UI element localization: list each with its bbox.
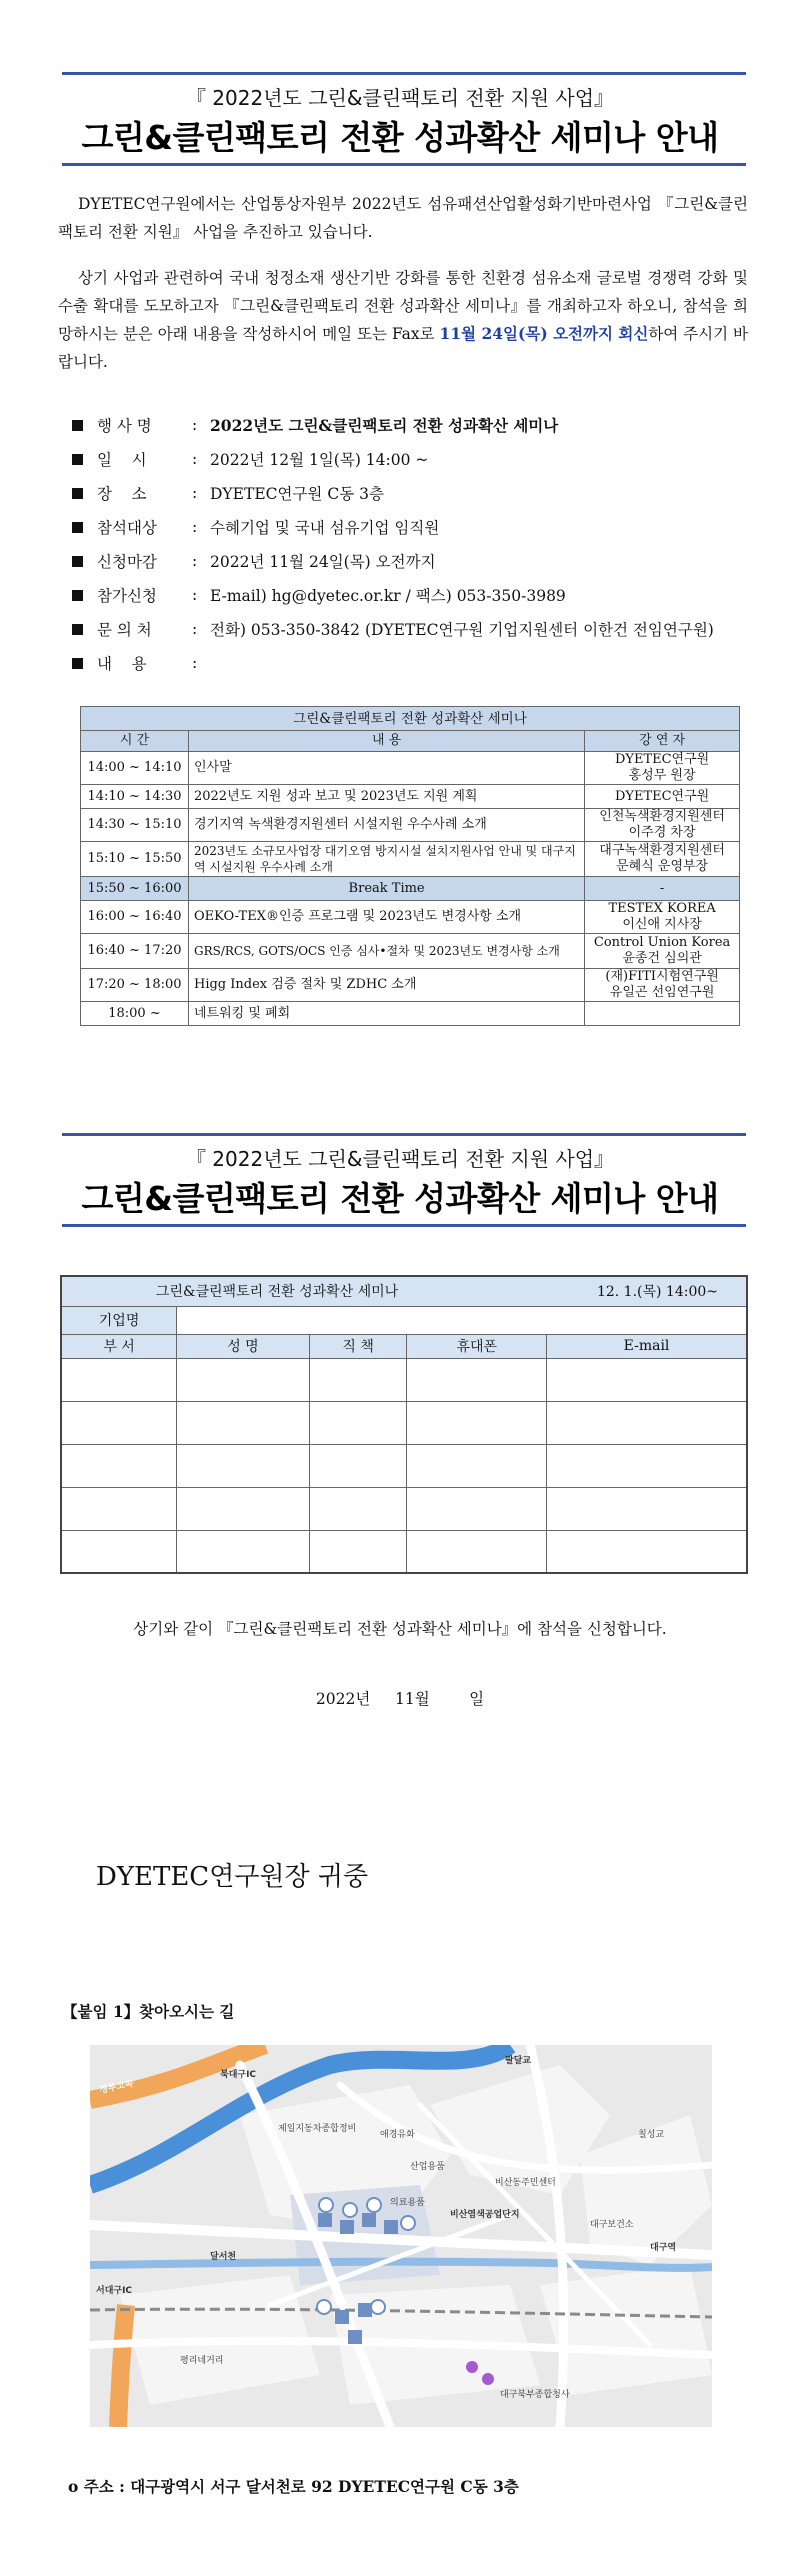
speaker-cell: 대구녹색환경지원센터 문혜식 운영부장	[585, 842, 740, 877]
form-date: 12. 1.(목) 14:00~	[596, 1284, 718, 1301]
map-label: 팔달교	[505, 2056, 532, 2066]
map-label: 제일지동차종합정비	[278, 2124, 357, 2134]
map-label: 경부고속	[98, 2078, 135, 2096]
position-field[interactable]	[309, 1444, 407, 1487]
body-text-before: 상기 사업과 관련하여 국내 청정소재 생산기반 강화를 통한 친환경 섬유소재 글로벌 경쟁력 강화 및 수출 확대를 도모하고자 『그린&클린팩토리 전환 성과확산 세미나』를 개최하고자 하오니, 참석을 희망하시는 분은 아래 내용을 작성하시어 메일 또는 Fax로	[58, 269, 748, 343]
name-field[interactable]	[177, 1487, 310, 1530]
location-pin-icon	[482, 2373, 494, 2385]
content-cell: 네트워킹 및 폐회	[188, 1002, 584, 1026]
company-row	[61, 1306, 747, 1334]
form-title: 그린&클린팩토리 전환 성과확산 세미나	[156, 1284, 399, 1301]
email-field[interactable]	[547, 1487, 747, 1530]
seminar-schedule-table	[80, 706, 740, 1026]
map-label: 북대구IC	[220, 2070, 257, 2080]
info-label: 문 의 처	[97, 621, 152, 639]
col-header-email: E-mail	[547, 1334, 747, 1358]
info-row-audience: 참석대상 : 수혜기업 및 국내 섬유기업 임직원	[72, 510, 752, 544]
bullet-square-icon	[72, 624, 83, 635]
speaker-cell: (재)FITI시험연구원 유일곤 선임연구원	[585, 969, 740, 1002]
info-value: 전화) 053-350-3842 (DYETEC연구원 기업지원센터 이한건 전임연구원)	[210, 621, 714, 639]
time-cell: 17:20 ~ 18:00	[81, 969, 189, 1002]
info-label: 행 사 명	[97, 417, 152, 435]
table-row	[81, 901, 740, 934]
application-form-table	[60, 1275, 748, 1574]
content-cell: GRS/RCS, GOTS/OCS 인증 심사•절차 및 2023년도 변경사항 소개	[188, 934, 584, 969]
company-name-field[interactable]	[177, 1306, 747, 1334]
col-header-time: 시 간	[81, 731, 189, 752]
map-label: 대구역	[650, 2243, 677, 2253]
info-row-event-name: 행 사 명 : 2022년도 그린&클린팩토리 전환 성과확산 세미나	[72, 408, 752, 442]
info-value: 2022년 12월 1일(목) 14:00 ~	[210, 451, 429, 469]
speaker-cell: DYETEC연구원	[585, 785, 740, 809]
company-label: 기업명	[61, 1306, 177, 1334]
table-row	[61, 1530, 747, 1573]
info-row-registration: 참가신청 : E-mail) hg@dyetec.or.kr / 팩스) 053-350-3989	[72, 578, 752, 612]
info-row-content: 내 용 :	[72, 646, 752, 680]
speaker-cell: -	[585, 877, 740, 901]
table-row	[61, 1444, 747, 1487]
form-header-row	[61, 1276, 747, 1306]
map-label: 대구보건소	[590, 2220, 634, 2230]
map-label: 평리네거리	[180, 2356, 224, 2366]
map-label: 비산염색공업단지	[450, 2210, 520, 2220]
attachment-heading: 【붙임 1】찾아오시는 길	[62, 2002, 235, 2021]
bullet-square-icon	[72, 556, 83, 567]
mobile-field[interactable]	[407, 1444, 547, 1487]
body-paragraph	[58, 264, 748, 376]
title-rule-2	[62, 1224, 746, 1227]
position-field[interactable]	[309, 1358, 407, 1401]
department-field[interactable]	[61, 1487, 177, 1530]
map-label: 칠성교	[638, 2130, 665, 2140]
name-field[interactable]	[177, 1358, 310, 1401]
col-header-name: 성 명	[177, 1334, 310, 1358]
email-field[interactable]	[547, 1530, 747, 1573]
bullet-square-icon	[72, 590, 83, 601]
department-field[interactable]	[61, 1358, 177, 1401]
deadline-highlight: 11월 24일(목) 오전까지 회신	[439, 324, 649, 343]
name-field[interactable]	[177, 1444, 310, 1487]
location-pin-icon	[466, 2361, 478, 2373]
form-column-header-row	[61, 1334, 747, 1358]
info-row-contact: 문 의 처 : 전화) 053-350-3842 (DYETEC연구원 기업지원센터 이한건 전임연구원)	[72, 612, 752, 646]
bullet-square-icon	[72, 522, 83, 533]
mobile-field[interactable]	[407, 1401, 547, 1444]
map-label: 달서천	[210, 2252, 237, 2262]
body-text-after: 하여 주시기 바랍니다.	[58, 325, 749, 371]
info-label: 장 소	[97, 485, 147, 503]
schedule-caption: 그린&클린팩토리 전환 성과확산 세미나	[81, 707, 740, 731]
time-cell: 16:40 ~ 17:20	[81, 934, 189, 969]
schedule-caption-row	[81, 707, 740, 731]
expressway-left	[118, 2305, 126, 2427]
program-subtitle: 『 2022년도 그린&클린팩토리 전환 지원 사업』	[185, 86, 615, 110]
table-row	[81, 934, 740, 969]
content-cell: Break Time	[188, 877, 584, 901]
col-header-speaker: 강 연 자	[585, 731, 740, 752]
content-cell: Higg Index 검증 절차 및 ZDHC 소개	[188, 969, 584, 1002]
table-row	[81, 842, 740, 877]
time-cell: 15:10 ~ 15:50	[81, 842, 189, 877]
speaker-cell	[585, 1002, 740, 1026]
table-row	[61, 1487, 747, 1530]
info-value: E-mail) hg@dyetec.or.kr / 팩스) 053-350-3989	[210, 587, 566, 605]
mobile-field[interactable]	[407, 1487, 547, 1530]
name-field[interactable]	[177, 1530, 310, 1573]
table-row	[61, 1358, 747, 1401]
email-field[interactable]	[547, 1358, 747, 1401]
page-title-2: 그린&클린팩토리 전환 성과확산 세미나 안내	[81, 1179, 719, 1218]
title-rule	[62, 163, 746, 166]
col-header-mobile: 휴대폰	[407, 1334, 547, 1358]
info-row-deadline: 신청마감 : 2022년 11월 24일(목) 오전까지	[72, 544, 752, 578]
position-field[interactable]	[309, 1487, 407, 1530]
map-label: 서대구IC	[96, 2286, 133, 2296]
info-label: 내 용	[97, 655, 147, 673]
info-value: 2022년 11월 24일(목) 오전까지	[210, 553, 436, 571]
department-field[interactable]	[61, 1401, 177, 1444]
intro-paragraph: DYETEC연구원에서는 산업통상자원부 2022년도 섬유패션산업활성화기반마련사업 『그린&클린팩토리 전환 지원』 사업을 추진하고 있습니다.	[58, 195, 748, 241]
mobile-field[interactable]	[407, 1530, 547, 1573]
content-cell: 인사말	[188, 752, 584, 785]
info-label: 일 시	[97, 451, 147, 469]
bullet-square-icon	[72, 454, 83, 465]
map-label: 애경유화	[380, 2130, 415, 2140]
time-cell: 14:10 ~ 14:30	[81, 785, 189, 809]
map-label: 대구북부종합청사	[500, 2390, 570, 2400]
address-line: o 주소 : 대구광역시 서구 달서천로 92 DYETEC연구원 C동 3층	[68, 2477, 519, 2496]
map-label: 산업용품	[410, 2162, 445, 2172]
content-cell: 2023년도 소규모사업장 대기오염 방지시설 설치지원사업 안내 및 대구지역 시설지원 우수사례 소개	[188, 842, 584, 877]
top-rule-2	[62, 1133, 746, 1136]
info-row-date: 일 시 : 2022년 12월 1일(목) 14:00 ~	[72, 442, 752, 476]
speaker-cell: 인천녹색환경지원센터 이주경 차장	[585, 809, 740, 842]
table-row	[81, 809, 740, 842]
bullet-square-icon	[72, 658, 83, 669]
table-row-break	[81, 877, 740, 901]
map-label: 의료용품	[390, 2198, 425, 2208]
department-field[interactable]	[61, 1444, 177, 1487]
table-row	[81, 752, 740, 785]
date-line: 2022년 11월 일	[315, 1690, 485, 1708]
bullet-square-icon	[72, 420, 83, 431]
info-value: 수혜기업 및 국내 섬유기업 임직원	[210, 519, 440, 537]
table-row	[81, 1002, 740, 1026]
content-cell: OEKO-TEX®인증 프로그램 및 2023년도 변경사항 소개	[188, 901, 584, 934]
table-row	[61, 1401, 747, 1444]
info-row-venue: 장 소 : DYETEC연구원 C동 3층	[72, 476, 752, 510]
position-field[interactable]	[309, 1530, 407, 1573]
time-cell: 18:00 ~	[81, 1002, 189, 1026]
email-field[interactable]	[547, 1401, 747, 1444]
col-header-content: 내 용	[188, 731, 584, 752]
speaker-cell: TESTEX KOREA 이신애 지사장	[585, 901, 740, 934]
location-map	[90, 2045, 712, 2427]
info-label: 참석대상	[97, 519, 157, 537]
col-header-position: 직 책	[309, 1334, 407, 1358]
time-cell: 14:30 ~ 15:10	[81, 809, 189, 842]
event-info-list	[72, 408, 752, 680]
info-label: 신청마감	[97, 553, 157, 571]
email-field[interactable]	[547, 1444, 747, 1487]
time-cell: 14:00 ~ 14:10	[81, 752, 189, 785]
top-rule	[62, 72, 746, 75]
position-field[interactable]	[309, 1401, 407, 1444]
info-value: 2022년도 그린&클린팩토리 전환 성과확산 세미나	[210, 416, 559, 435]
schedule-header-row	[81, 731, 740, 752]
mobile-field[interactable]	[407, 1358, 547, 1401]
time-cell: 15:50 ~ 16:00	[81, 877, 189, 901]
page-title: 그린&클린팩토리 전환 성과확산 세미나 안내	[81, 118, 719, 157]
map-label: 비산동주민센터	[495, 2178, 556, 2188]
content-cell: 2022년도 지원 성과 보고 및 2023년도 지원 계획	[188, 785, 584, 809]
col-header-department: 부 서	[61, 1334, 177, 1358]
time-cell: 16:00 ~ 16:40	[81, 901, 189, 934]
program-subtitle-2: 『 2022년도 그린&클린팩토리 전환 지원 사업』	[185, 1147, 615, 1171]
table-row	[81, 969, 740, 1002]
info-label: 참가신청	[97, 587, 157, 605]
addressee: DYETEC연구원장 귀중	[96, 1862, 369, 1892]
speaker-cell: Control Union Korea 윤종건 심의관	[585, 934, 740, 969]
name-field[interactable]	[177, 1401, 310, 1444]
content-cell: 경기지역 녹색환경지원센터 시설지원 우수사례 소개	[188, 809, 584, 842]
department-field[interactable]	[61, 1530, 177, 1573]
speaker-cell: DYETEC연구원 홍성무 원장	[585, 752, 740, 785]
bullet-square-icon	[72, 488, 83, 499]
info-value: DYETEC연구원 C동 3층	[210, 485, 384, 503]
table-row	[81, 785, 740, 809]
application-statement: 상기와 같이 『그린&클린팩토리 전환 성과확산 세미나』에 참석을 신청합니다.	[133, 1620, 667, 1638]
